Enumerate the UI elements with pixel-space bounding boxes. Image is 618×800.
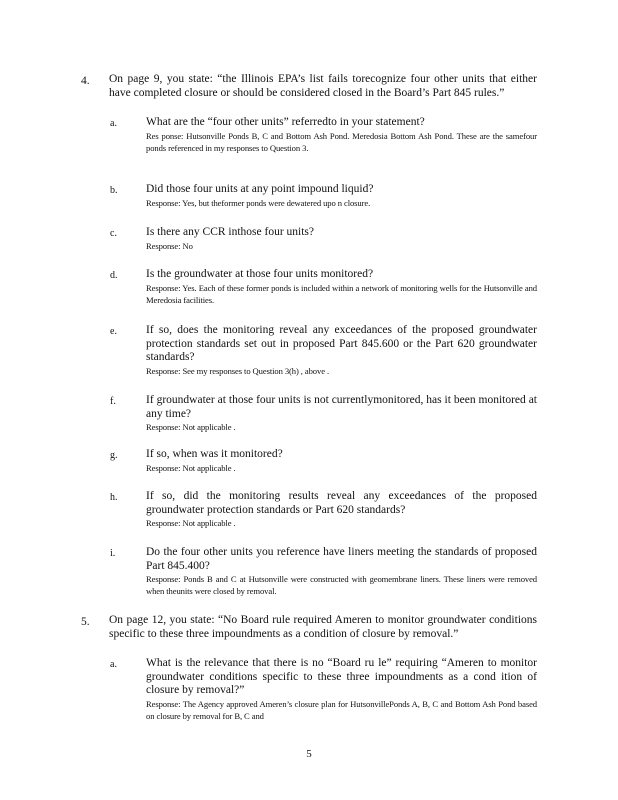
- q4b-question: Did those four units at any point impound liquid?: [146, 183, 374, 195]
- page-number: 5: [306, 748, 312, 760]
- q4c-question: Is there any CCR inthose four units?: [146, 226, 315, 238]
- q4e-question: If so, does the monitoring reveal any exceedances of the proposed groundwater protection standards set out in proposed Part 845.600 or the Part 620 groundwater standards?: [146, 324, 537, 363]
- q4h-item: [146, 490, 537, 529]
- q5a-letter: a.: [110, 659, 117, 670]
- q5a-response: Response: The Agency approved Ameren’s closure plan for HutsonvillePonds A, B, C and Bottom Ash Pond based on closure by removal for B, C and: [146, 698, 537, 721]
- q4g-question: If so, when was it monitored?: [146, 448, 283, 460]
- question-4-text: On page 9, you state: “the Illinois EPA’s list fails torecognize four other units that either have completed closure or should be considered closed in the Board’s Part 845 rules.”: [109, 73, 537, 99]
- q4g-letter: g.: [110, 450, 118, 461]
- q4g-response: Response: Not applicable .: [146, 462, 236, 473]
- question-4-number: 4.: [81, 75, 90, 87]
- q4a-item: [146, 116, 537, 154]
- q4c-response: Response: No: [146, 240, 193, 251]
- q4i-question: Do the four other units you reference have liners meeting the standards of proposed Part 845.400?: [146, 546, 537, 572]
- q4h-question: If so, did the monitoring results reveal any exceedances of the proposed groundwater protection standards or Part 620 standards?: [146, 490, 537, 516]
- q4e-response: Response: See my responses to Question 3(h) , above .: [146, 365, 330, 376]
- q4e-item: [146, 324, 537, 377]
- q4c-letter: c.: [110, 228, 117, 239]
- q4f-response: Response: Not applicable .: [146, 422, 236, 432]
- q4f-item: [146, 394, 537, 433]
- q4d-response: Response: Yes. Each of these former ponds is included within a network of monitoring wells for the Hutsonville and Meredosia facilities.: [146, 282, 537, 305]
- q4b-letter: b.: [110, 185, 118, 196]
- q4f-question: If groundwater at those four units is not currentlymonitored, has it been monitored at any time?: [146, 394, 537, 420]
- q4a-response: Res ponse: Hutsonville Ponds B, C and Bottom Ash Pond. Meredosia Bottom Ash Pond. These are the samefour ponds referenced in my responses to Question 3.: [146, 130, 537, 153]
- q4d-question: Is the groundwater at those four units monitored?: [146, 268, 374, 280]
- question-5-number: 5.: [81, 616, 90, 628]
- q4h-response: Response: Not applicable .: [146, 518, 236, 528]
- q4d-letter: d.: [110, 270, 118, 281]
- q4i-response: Response: Ponds B and C at Hutsonville were constructed with geomembrane liners. These liners were removed when theunits were closed by removal.: [146, 574, 537, 596]
- q4a-question: What are the “four other units” referredto in your statement?: [146, 116, 425, 128]
- q4c-item: [146, 226, 537, 252]
- q4d-item: [146, 268, 537, 306]
- q5a-question: What is the relevance that there is no “Board ru le” requiring “Ameren to monitor groundwater conditions specific to these three impoundments as a cond ition of closure by removal?”: [146, 657, 537, 696]
- question-5-text: On page 12, you state: “No Board rule required Ameren to monitor groundwater conditions specific to these three impoundments as a condition of closure by removal.”: [109, 614, 537, 640]
- q4i-letter: i.: [110, 548, 116, 559]
- q4b-response: Response: Yes, but theformer ponds were dewatered upo n closure.: [146, 197, 371, 208]
- q4a-letter: a.: [110, 118, 117, 129]
- q4g-item: [146, 448, 537, 474]
- q4h-letter: h.: [110, 492, 118, 503]
- q4f-letter: f.: [110, 396, 116, 407]
- q4i-item: [146, 546, 537, 597]
- q4e-letter: e.: [110, 326, 117, 337]
- q5a-item: [146, 657, 537, 722]
- q4b-item: [146, 183, 537, 209]
